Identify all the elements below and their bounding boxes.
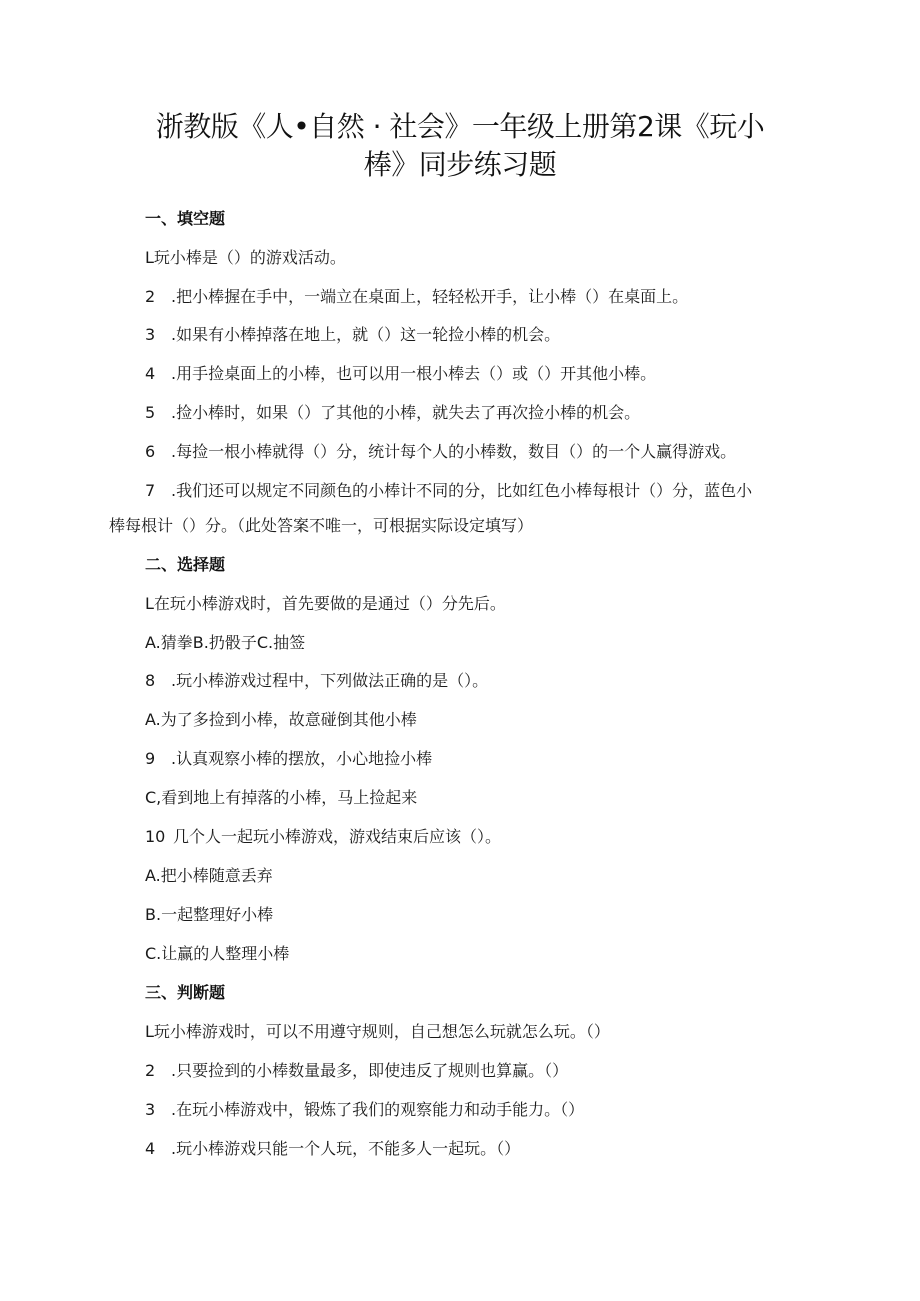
choice-question-9-text: .认真观察小棒的摆放，小心地捡小棒 xyxy=(171,749,433,768)
fill-question-7-text-b: 棒每根计（）分。（此处答案不唯一，可根据实际设定填写） xyxy=(109,516,534,535)
judge-question-3-text: .在玩小棒游戏中，锻炼了我们的观察能力和动手能力。（） xyxy=(171,1100,585,1119)
fill-question-3-number: 3 xyxy=(145,325,156,344)
choice-question-10-option-b xyxy=(145,904,273,926)
choice-question-8-text: .玩小棒游戏过程中，下列做法正确的是（）。 xyxy=(171,671,489,690)
fill-question-3 xyxy=(145,324,560,346)
choice-question-10-number: 10 xyxy=(145,827,166,846)
fill-question-5-text: .捡小棒时，如果（）了其他的小棒，就失去了再次捡小棒的机会。 xyxy=(171,403,641,422)
fill-question-4-number: 4 xyxy=(145,364,156,383)
section-heading-judge: 三、判断题 xyxy=(145,983,226,1002)
fill-question-6-text: .每捡一根小棒就得（）分，统计每个人的小棒数，数目（）的一个人赢得游戏。 xyxy=(171,442,737,461)
fill-question-3-text: .如果有小棒掉落在地上，就（）这一轮捡小棒的机会。 xyxy=(171,325,561,344)
choice-question-10-text: 几个人一起玩小棒游戏，游戏结束后应该（）。 xyxy=(173,827,502,846)
judge-question-2 xyxy=(145,1060,568,1082)
judge-question-4-text: .玩小棒游戏只能一个人玩，不能多人一起玩。（） xyxy=(171,1139,521,1158)
fill-question-7-text-a: .我们还可以规定不同颜色的小棒计不同的分，比如红色小棒每根计（）分，蓝色小 xyxy=(171,481,753,500)
judge-question-2-number: 2 xyxy=(145,1061,156,1080)
fill-question-1-text: L玩小棒是（）的游戏活动。 xyxy=(145,248,346,267)
judge-question-4 xyxy=(145,1138,520,1160)
fill-question-7-number: 7 xyxy=(145,481,156,500)
choice-question-8-option-a xyxy=(145,709,417,731)
choice-question-9-option-c xyxy=(145,787,417,809)
choice-question-1-text: L在玩小棒游戏时，首先要做的是通过（）分先后。 xyxy=(145,594,506,613)
fill-question-7 xyxy=(145,480,752,502)
choice-question-10-option-a xyxy=(145,865,273,887)
judge-question-1 xyxy=(145,1021,610,1043)
choice-question-9 xyxy=(145,748,432,770)
fill-question-2-number: 2 xyxy=(145,287,156,306)
document-title-line-2: 棒》同步练习题 xyxy=(363,148,557,181)
fill-question-5 xyxy=(145,402,640,424)
choice-question-1 xyxy=(145,593,506,615)
fill-question-2-text: .把小棒握在手中，一端立在桌面上，轻轻松开手，让小棒（）在桌面上。 xyxy=(171,287,689,306)
document-title-line-1: 浙教版《人•自然 · 社会》一年级上册第2课《玩小 xyxy=(155,110,765,143)
choice-question-10-option-b-text: B.一起整理好小棒 xyxy=(145,905,274,924)
fill-question-4-text: .用手捡桌面上的小棒，也可以用一根小棒去（）或（）开其他小棒。 xyxy=(171,364,657,383)
choice-question-10-option-a-text: A.把小棒随意丢弃 xyxy=(145,866,273,885)
choice-question-9-option-c-text: C,看到地上有掉落的小棒，马上捡起来 xyxy=(145,788,418,807)
choice-question-8-number: 8 xyxy=(145,671,156,690)
choice-question-10-option-c xyxy=(145,943,289,965)
fill-question-1 xyxy=(145,247,346,269)
judge-question-3-number: 3 xyxy=(145,1100,156,1119)
choice-question-8-option-a-text: A.为了多捡到小棒，故意碰倒其他小棒 xyxy=(145,710,417,729)
fill-question-5-number: 5 xyxy=(145,403,156,422)
fill-question-6-number: 6 xyxy=(145,442,156,461)
judge-question-1-text: L玩小棒游戏时，可以不用遵守规则，自己想怎么玩就怎么玩。（） xyxy=(145,1022,610,1041)
choice-question-10 xyxy=(145,826,501,848)
fill-question-2 xyxy=(145,286,688,308)
choice-question-8 xyxy=(145,670,488,692)
fill-question-4 xyxy=(145,363,656,385)
judge-question-2-text: .只要捡到的小棒数量最多，即使违反了规则也算赢。（） xyxy=(171,1061,569,1080)
fill-question-7-continuation xyxy=(109,515,533,537)
choice-question-10-option-c-text: C.让赢的人整理小棒 xyxy=(145,944,290,963)
judge-question-4-number: 4 xyxy=(145,1139,156,1158)
judge-question-3 xyxy=(145,1099,584,1121)
choice-question-1-options-text: A.猜拳B.扔骰子C.抽签 xyxy=(145,633,306,652)
section-heading-choice: 二、选择题 xyxy=(145,555,226,574)
choice-question-1-options xyxy=(145,632,305,654)
section-heading-fill: 一、填空题 xyxy=(145,209,226,228)
choice-question-9-number: 9 xyxy=(145,749,156,768)
fill-question-6 xyxy=(145,441,736,463)
